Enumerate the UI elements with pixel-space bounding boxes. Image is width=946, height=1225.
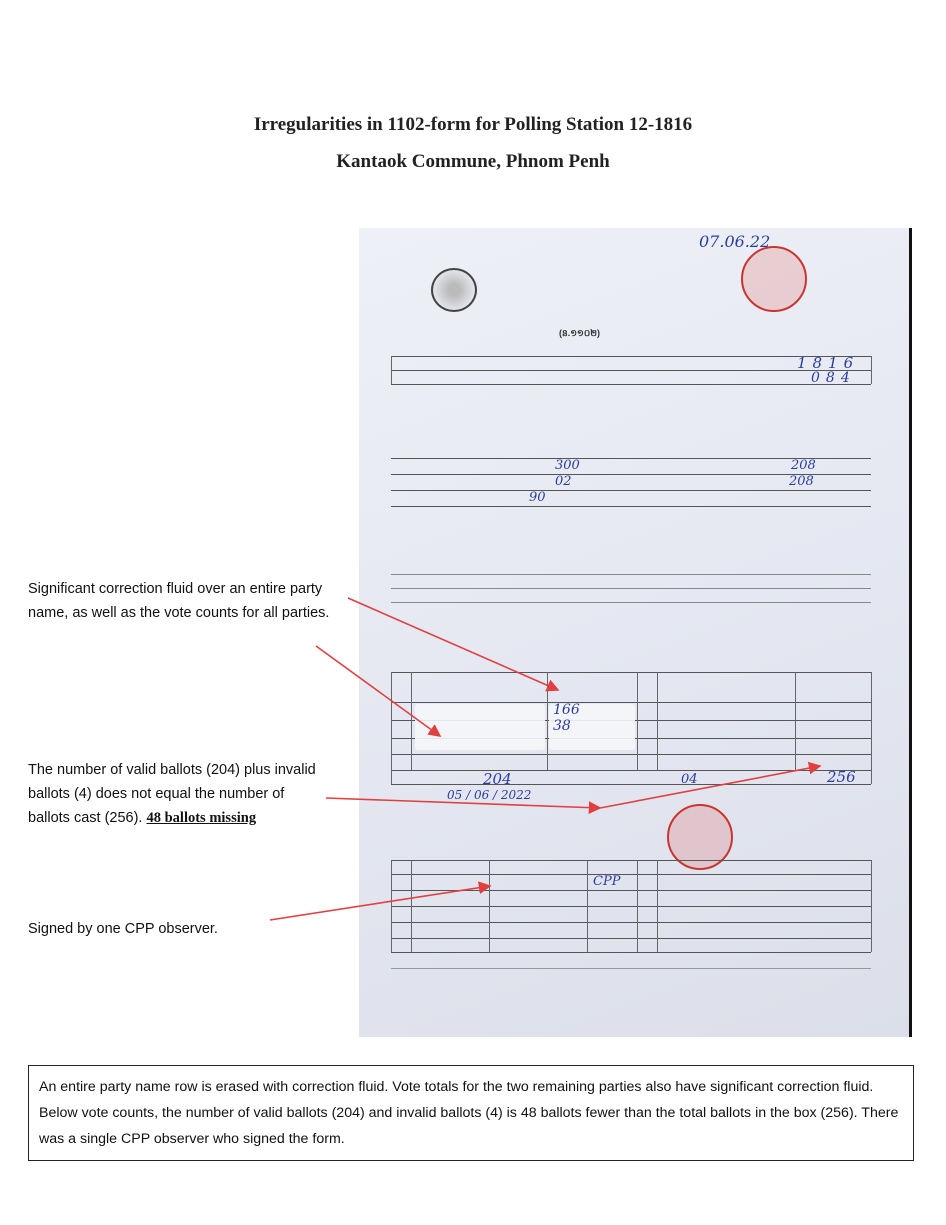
annotation-correction-fluid: Significant correction fluid over an entire party name, as well as the vote counts for all parties. [28,581,330,621]
party-vote-2: 38 [553,718,571,734]
page-title: Irregularities in 1102-form for Polling Station 12-1816 [253,114,693,135]
total-cast: 256 [827,768,856,786]
form-date: 05 / 06 / 2022 [447,788,532,802]
arrow-to-votes [348,598,558,690]
station-number: 1816 [797,354,860,372]
ballots-missing: 48 ballots missing [146,810,257,826]
invalid-total: 04 [681,772,698,787]
registered-count: 300 [555,458,580,473]
value-90: 90 [529,490,546,505]
value-02: 02 [555,474,572,489]
arrow-to-observer [270,886,490,920]
page-subtitle: Kantaok Commune, Phnom Penh [336,151,610,172]
ballot-mismatch-text: The number of valid ballots (204) plus invalid ballots (4) does not equal the number of ballots cast (256). [28,762,316,826]
form-number: (ន.១១០២) [559,328,601,338]
annotation-observer: Signed by one CPP observer. [28,921,218,937]
party-vote-1: 166 [553,702,580,718]
valid-total: 204 [483,770,512,788]
commune-number: 084 [811,370,856,386]
observer-party: CPP [593,874,621,889]
summary-box: An entire party name row is erased with correction fluid. Vote totals for the two remaining parties also have significant correction fluid. Below vote counts, the number of valid ballots (204) and invalid ballots (4) is 48 ballots fewer than the total ballots in the box (256). There was a single CPP observer who signed the form. [28,1065,914,1161]
voted-count-a: 208 [791,458,816,473]
stamp-date: 07.06.22 [699,232,771,251]
voted-count-b: 208 [789,474,814,489]
arrow-to-valid-total [326,798,600,808]
arrow-to-party-name [316,646,440,736]
arrow-to-total-cast [600,766,820,808]
